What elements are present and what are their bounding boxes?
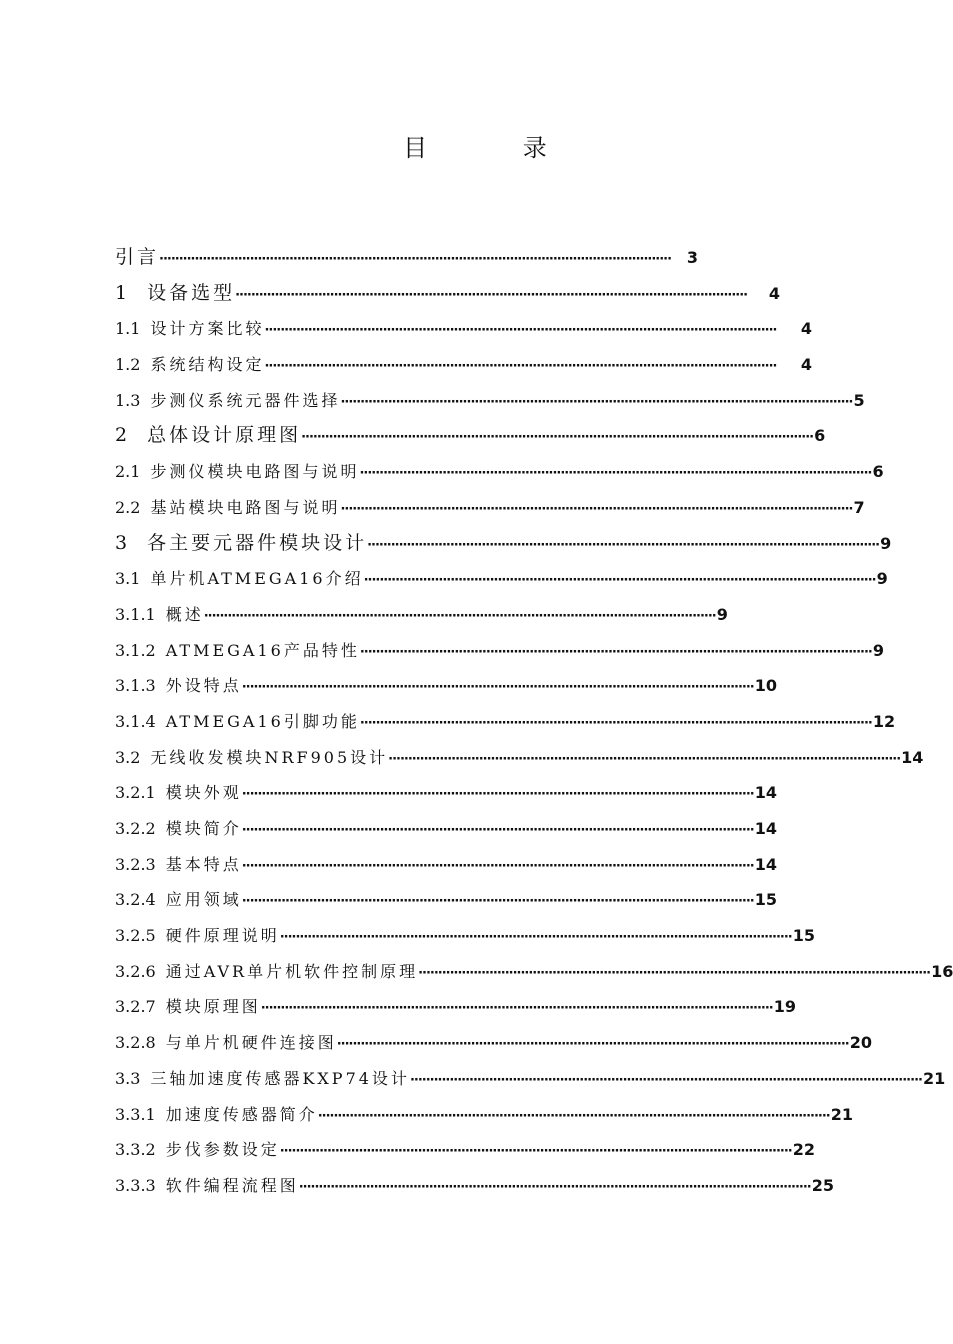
toc-entry-number: 1	[115, 281, 128, 304]
toc-entry-number: 3.1.1	[115, 604, 156, 624]
toc-page-number: 6	[872, 462, 884, 482]
toc-entry-title: ATMEGA16引脚功能	[165, 711, 360, 731]
toc-entry[interactable]	[115, 490, 865, 526]
toc-dot-leader: ··································································································································	[363, 573, 876, 589]
toc-entry-number: 3.2	[115, 747, 141, 767]
toc-entry[interactable]	[115, 918, 816, 954]
toc-page-number: 3	[686, 248, 698, 267]
toc-entry-number: 2	[115, 424, 128, 447]
toc-dot-leader: ··································································································································	[367, 537, 880, 553]
page-title: 目 录	[403, 134, 591, 162]
toc-page-number: 4	[800, 319, 812, 339]
toc-entry-title: 模块简介	[165, 819, 242, 838]
toc-entry[interactable]	[115, 668, 778, 704]
toc-dot-leader: ··································································································································	[301, 430, 814, 446]
toc-entry[interactable]	[115, 1132, 816, 1168]
toc-dot-leader: ··································································································································	[241, 858, 754, 874]
toc-entry-title: 软件编程流程图	[165, 1175, 299, 1195]
toc-dot-leader: ··································································································································	[241, 787, 754, 803]
toc-page-number: 19	[773, 997, 797, 1017]
toc-dot-leader: ··································································································································	[298, 1179, 811, 1195]
toc-entry-number: 1.2	[115, 355, 141, 375]
toc-entry[interactable]	[115, 383, 865, 419]
toc-page-number: 20	[849, 1033, 873, 1053]
toc-entry-title: 概述	[165, 604, 204, 624]
toc-dot-leader: ··································································································································	[159, 252, 672, 267]
toc-entry-number: 3.3.1	[115, 1104, 156, 1124]
toc-dot-leader: ··································································································································	[264, 323, 777, 339]
toc-entry-title: 设备选型	[147, 281, 236, 304]
toc-page-number: 9	[872, 640, 884, 660]
toc-entry-number: 3.1.4	[115, 711, 156, 731]
toc-dot-leader: ··································································································································	[235, 287, 748, 303]
toc-entry[interactable]	[115, 775, 778, 811]
toc-entry[interactable]	[115, 1168, 835, 1204]
toc-entry-number: 3.2.7	[115, 997, 156, 1017]
toc-entry-title: 总体设计原理图	[147, 424, 302, 447]
toc-entry[interactable]	[115, 882, 778, 918]
table-of-contents	[115, 240, 953, 1204]
toc-entry-title: 各主要元器件模块设计	[147, 531, 368, 554]
toc-entry[interactable]	[115, 633, 884, 669]
toc-dot-leader: ··································································································································	[260, 1001, 773, 1017]
toc-entry-title: 模块原理图	[165, 997, 261, 1017]
toc-entry-number: 2.2	[115, 497, 141, 517]
toc-page-number: 14	[754, 854, 778, 874]
toc-page-number: 12	[872, 711, 896, 731]
toc-entry-number: 1.3	[115, 390, 141, 410]
toc-page-number: 16	[931, 961, 953, 981]
toc-entry[interactable]	[115, 276, 780, 312]
toc-entry-number: 3.1.2	[115, 640, 156, 660]
toc-entry-title: 三轴加速度传感器KXP74设计	[150, 1068, 410, 1088]
toc-page-number: 9	[876, 569, 888, 589]
toc-dot-leader: ··································································································································	[279, 1144, 792, 1160]
toc-entry[interactable]	[115, 989, 797, 1025]
toc-entry-number: 3.3.2	[115, 1140, 156, 1160]
toc-entry-number: 3.2.8	[115, 1033, 156, 1053]
toc-entry-title: 硬件原理说明	[165, 926, 280, 946]
toc-dot-leader: ··································································································································	[409, 1072, 922, 1088]
toc-entry[interactable]	[115, 847, 778, 883]
toc-dot-leader: ··································································································································	[317, 1108, 830, 1124]
toc-entry-number: 3.2.5	[115, 926, 156, 946]
toc-entry[interactable]	[115, 526, 892, 562]
toc-entry-number: 3.2.3	[115, 854, 156, 874]
toc-page-number: 4	[800, 355, 812, 375]
toc-dot-leader: ··································································································································	[359, 644, 872, 660]
toc-entry-title: 与单片机硬件连接图	[165, 1033, 337, 1053]
toc-entry-number: 3.1.3	[115, 676, 156, 696]
toc-entry[interactable]	[115, 418, 826, 454]
toc-entry-title: 模块外观	[165, 783, 242, 803]
toc-dot-leader: ··································································································································	[388, 751, 901, 767]
toc-entry-number: 3.1	[115, 569, 141, 589]
toc-entry-title: 应用领域	[165, 890, 242, 910]
toc-page-number: 22	[792, 1140, 816, 1160]
toc-page-number: 15	[754, 890, 778, 910]
toc-page-number: 6	[814, 426, 826, 446]
toc-page-number: 9	[716, 604, 728, 624]
toc-page-number: 25	[811, 1175, 835, 1195]
toc-dot-leader: ··································································································································	[359, 715, 872, 731]
toc-entry[interactable]	[115, 454, 884, 490]
toc-entry-number: 1.1	[115, 319, 141, 339]
toc-page-number: 15	[792, 926, 816, 946]
toc-dot-leader: ··································································································································	[336, 1037, 849, 1053]
toc-entry-title: 基站模块电路图与说明	[150, 497, 341, 517]
toc-dot-leader: ··································································································································	[340, 394, 853, 410]
toc-page-number: 14	[754, 783, 778, 803]
toc-entry[interactable]	[115, 240, 698, 276]
toc-dot-leader: ··································································································································	[203, 608, 716, 624]
toc-dot-leader: ··································································································································	[241, 823, 754, 838]
toc-dot-leader: ··································································································································	[264, 359, 777, 375]
toc-entry[interactable]	[115, 740, 924, 776]
toc-entry[interactable]	[115, 1025, 873, 1061]
toc-dot-leader: ··································································································································	[418, 965, 931, 981]
toc-entry-title: 加速度传感器简介	[165, 1104, 318, 1124]
toc-dot-leader: ··································································································································	[359, 466, 872, 482]
toc-entry[interactable]	[115, 704, 896, 740]
toc-entry-title: 设计方案比较	[150, 319, 265, 339]
toc-entry[interactable]	[115, 954, 953, 990]
toc-entry[interactable]	[115, 811, 778, 847]
toc-entry-number: 2.1	[115, 462, 141, 482]
toc-entry-title: 系统结构设定	[150, 355, 265, 375]
toc-entry[interactable]	[115, 1097, 854, 1133]
toc-page-number: 21	[922, 1068, 946, 1088]
toc-entry[interactable]	[115, 597, 728, 633]
toc-page-number: 7	[853, 497, 865, 517]
toc-entry-title: 无线收发模块NRF905设计	[150, 747, 389, 767]
toc-dot-leader: ··································································································································	[279, 930, 792, 946]
toc-dot-leader: ··································································································································	[241, 680, 754, 696]
toc-entry[interactable]	[115, 561, 888, 597]
toc-entry-title: 单片机ATMEGA16介绍	[150, 569, 364, 589]
toc-entry-title: 步测仪系统元器件选择	[150, 390, 341, 410]
toc-page-number: 21	[830, 1104, 854, 1124]
toc-entry-number: 3.2.1	[115, 783, 156, 803]
toc-entry-number: 3.2.4	[115, 890, 156, 910]
toc-page-number: 14	[754, 819, 778, 838]
toc-entry-title: 通过AVR单片机软件控制原理	[165, 961, 419, 981]
toc-dot-leader: ··································································································································	[241, 894, 754, 910]
toc-entry-number: 3	[115, 531, 128, 554]
toc-page-number: 10	[754, 676, 778, 696]
toc-dot-leader: ··································································································································	[340, 501, 853, 517]
toc-entry-title: 引言	[115, 246, 160, 268]
toc-entry-title: 基本特点	[165, 854, 242, 874]
toc-page-number: 14	[901, 747, 924, 767]
toc-entry-number: 3.2.2	[115, 819, 156, 838]
toc-entry-title: 步伐参数设定	[165, 1140, 280, 1160]
toc-page-number: 5	[853, 390, 865, 410]
toc-entry-number: 3.2.6	[115, 961, 156, 981]
toc-page-number: 4	[768, 283, 780, 303]
toc-entry[interactable]	[115, 347, 812, 383]
toc-page-number: 9	[880, 533, 892, 553]
toc-entry-title: 外设特点	[165, 676, 242, 696]
toc-entry[interactable]	[115, 1061, 946, 1097]
toc-entry[interactable]	[115, 311, 812, 347]
toc-entry-number: 3.3.3	[115, 1175, 156, 1195]
toc-entry-title: 步测仪模块电路图与说明	[150, 462, 360, 482]
toc-entry-number: 3.3	[115, 1068, 141, 1088]
toc-entry-title: ATMEGA16产品特性	[165, 640, 360, 660]
